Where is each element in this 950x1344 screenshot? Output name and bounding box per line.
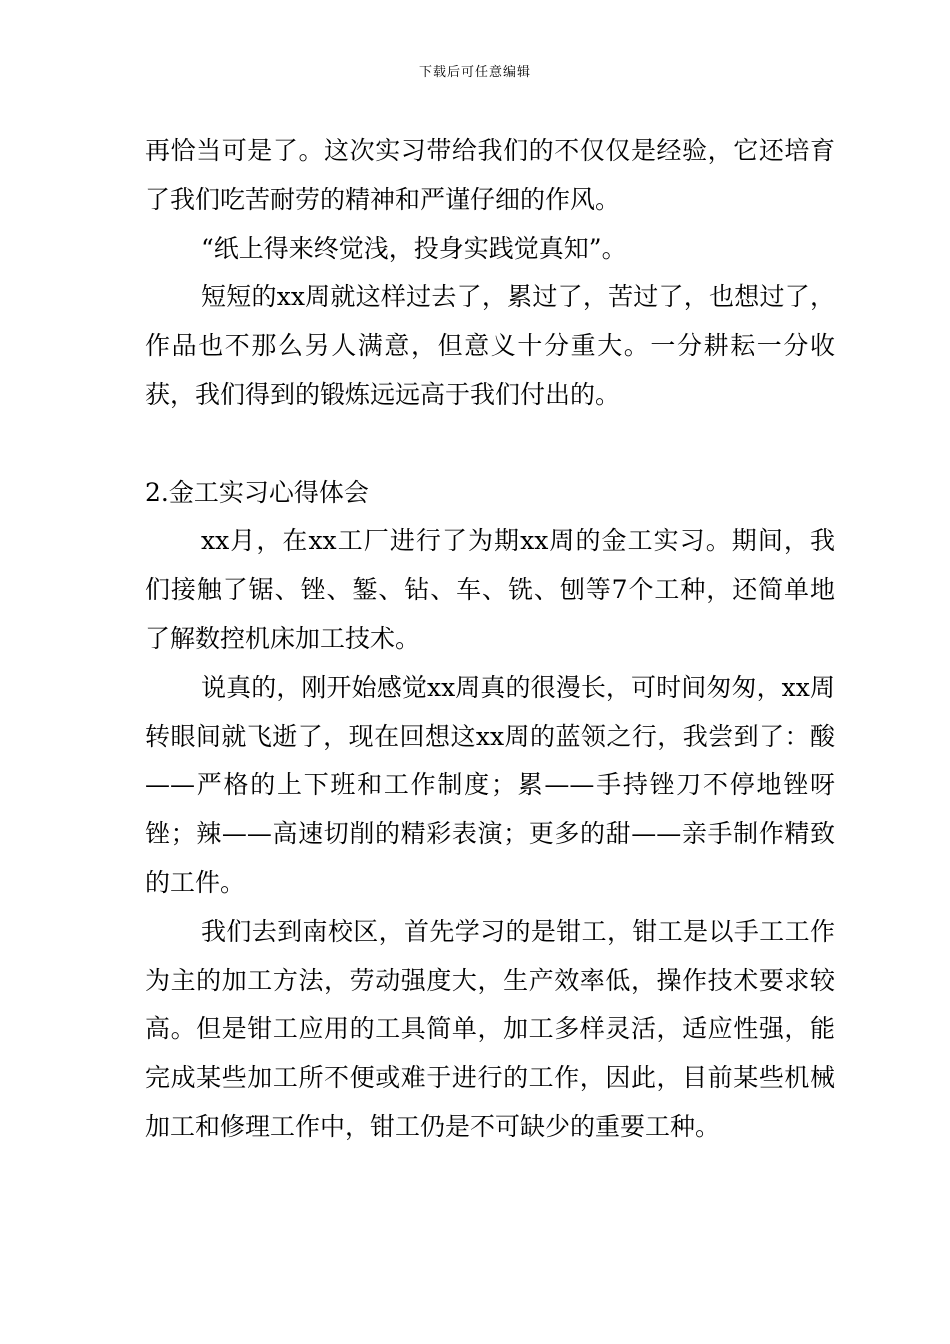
paragraph-fitter-work: 我们去到南校区，首先学习的是钳工，钳工是以手工工作为主的加工方法，劳动强度大，生产效率低，操作技术要求较高。但是钳工应用的工具简单，加工多样灵活，适应性强，能完成某些加工所不便或难于进行的工作，因此，目前某些机械加工和修理工作中，钳工仍是不可缺少的重要工种。 (145, 916, 835, 1141)
paragraph-continuation: 再恰当可是了。这次实习带给我们的不仅仅是经验，它还培育了我们吃苦耐劳的精神和严谨仔细的作风。 (145, 136, 835, 214)
page-header: 下载后可任意编辑 (418, 65, 531, 80)
paragraph-intro: xx月，在xx工厂进行了为期xx周的金工实习。期间，我们接触了锯、锉、錾、钻、车、铣、刨等7个工种，还简单地了解数控机床加工技术。 (145, 526, 835, 653)
paragraph-quote: “纸上得来终觉浅，投身实践觉真知”。 (201, 233, 627, 263)
paragraph-summary: 短短的xx周就这样过去了，累过了，苦过了，也想过了，作品也不那么另人满意，但意义十分重大。一分耕耘一分收获，我们得到的锻炼远远高于我们付出的。 (145, 282, 835, 409)
section-heading: 2.金工实习心得体会 (145, 477, 369, 507)
document-body (145, 127, 835, 1152)
paragraph-experience: 说真的，刚开始感觉xx周真的很漫长，可时间匆匆，xx周转眼间就飞逝了，现在回想这xx周的蓝领之行，我尝到了：酸——严格的上下班和工作制度；累——手持锉刀不停地锉呀锉；辣——高速切削的精彩表演；更多的甜——亲手制作精致的工件。 (145, 672, 835, 897)
